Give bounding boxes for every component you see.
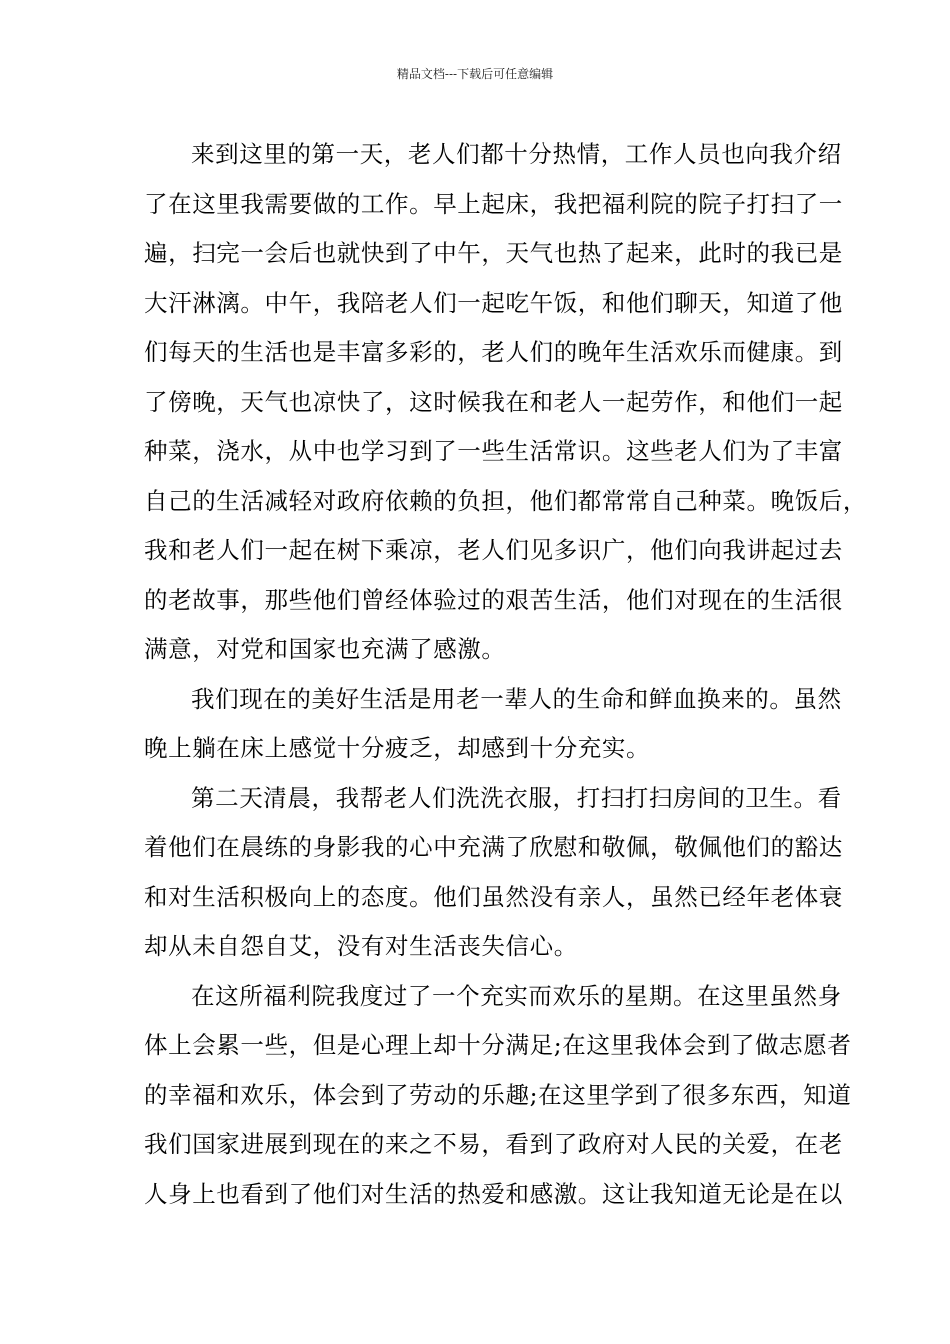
- text-line: 着他们在晨练的身影我的心中充满了欣慰和敬佩，敬佩他们的豁达: [144, 833, 843, 861]
- text-line: 遍，扫完一会后也就快到了中午，天气也热了起来，此时的我已是: [144, 239, 843, 267]
- text-line: 晚上躺在床上感觉十分疲乏，却感到十分充实。: [144, 734, 651, 762]
- text-line: 了傍晚，天气也凉快了，这时候我在和老人一起劳作，和他们一起: [144, 387, 843, 416]
- text-line: 种菜，浇水，从中也学习到了一些生活常识。这些老人们为了丰富: [144, 437, 843, 465]
- text-line: 体上会累一些，但是心理上却十分满足;在这里我体会到了做志愿者: [144, 1031, 852, 1059]
- text-line: 们每天的生活也是丰富多彩的，老人们的晚年生活欢乐而健康。到: [144, 338, 843, 366]
- text-line: 的老故事，那些他们曾经体验过的艰苦生活，他们对现在的生活很: [144, 585, 843, 614]
- paragraph-first-line: 来到这里的第一天，老人们都十分热情，工作人员也向我介绍: [191, 140, 842, 168]
- text-line: 了在这里我需要做的工作。早上起床，我把福利院的院子打扫了一: [144, 189, 843, 218]
- text-line: 大汗淋漓。中午，我陪老人们一起吃午饭，和他们聊天，知道了他: [144, 288, 843, 317]
- page-header: 精品文档---下载后可任意编辑: [396, 67, 554, 81]
- paragraph-first-line: 我们现在的美好生活是用老一辈人的生命和鲜血换来的。虽然: [191, 684, 842, 713]
- paragraph-first-line: 在这所福利院我度过了一个充实而欢乐的星期。在这里虽然身: [191, 981, 842, 1010]
- text-line: 我和老人们一起在树下乘凉，老人们见多识广，他们向我讲起过去: [144, 536, 843, 564]
- paragraph-first-line: 第二天清晨，我帮老人们洗洗衣服，打扫打扫房间的卫生。看: [191, 783, 842, 812]
- text-line: 自己的生活减轻对政府依赖的负担，他们都常常自己种菜。晚饭后，: [144, 486, 867, 515]
- text-line: 的幸福和欢乐，体会到了劳动的乐趣;在这里学到了很多东西，知道: [144, 1080, 852, 1109]
- body-text: [144, 130, 867, 1219]
- text-line: 我们国家进展到现在的来之不易，看到了政府对人民的关爱，在老: [144, 1130, 843, 1158]
- text-line: 却从未自怨自艾，没有对生活丧失信心。: [144, 932, 578, 960]
- text-line: 人身上也看到了他们对生活的热爱和感激。这让我知道无论是在以: [144, 1179, 843, 1208]
- text-line: 和对生活积极向上的态度。他们虽然没有亲人，虽然已经年老体衰: [144, 882, 843, 911]
- text-line: 满意，对党和国家也充满了感激。: [144, 635, 506, 663]
